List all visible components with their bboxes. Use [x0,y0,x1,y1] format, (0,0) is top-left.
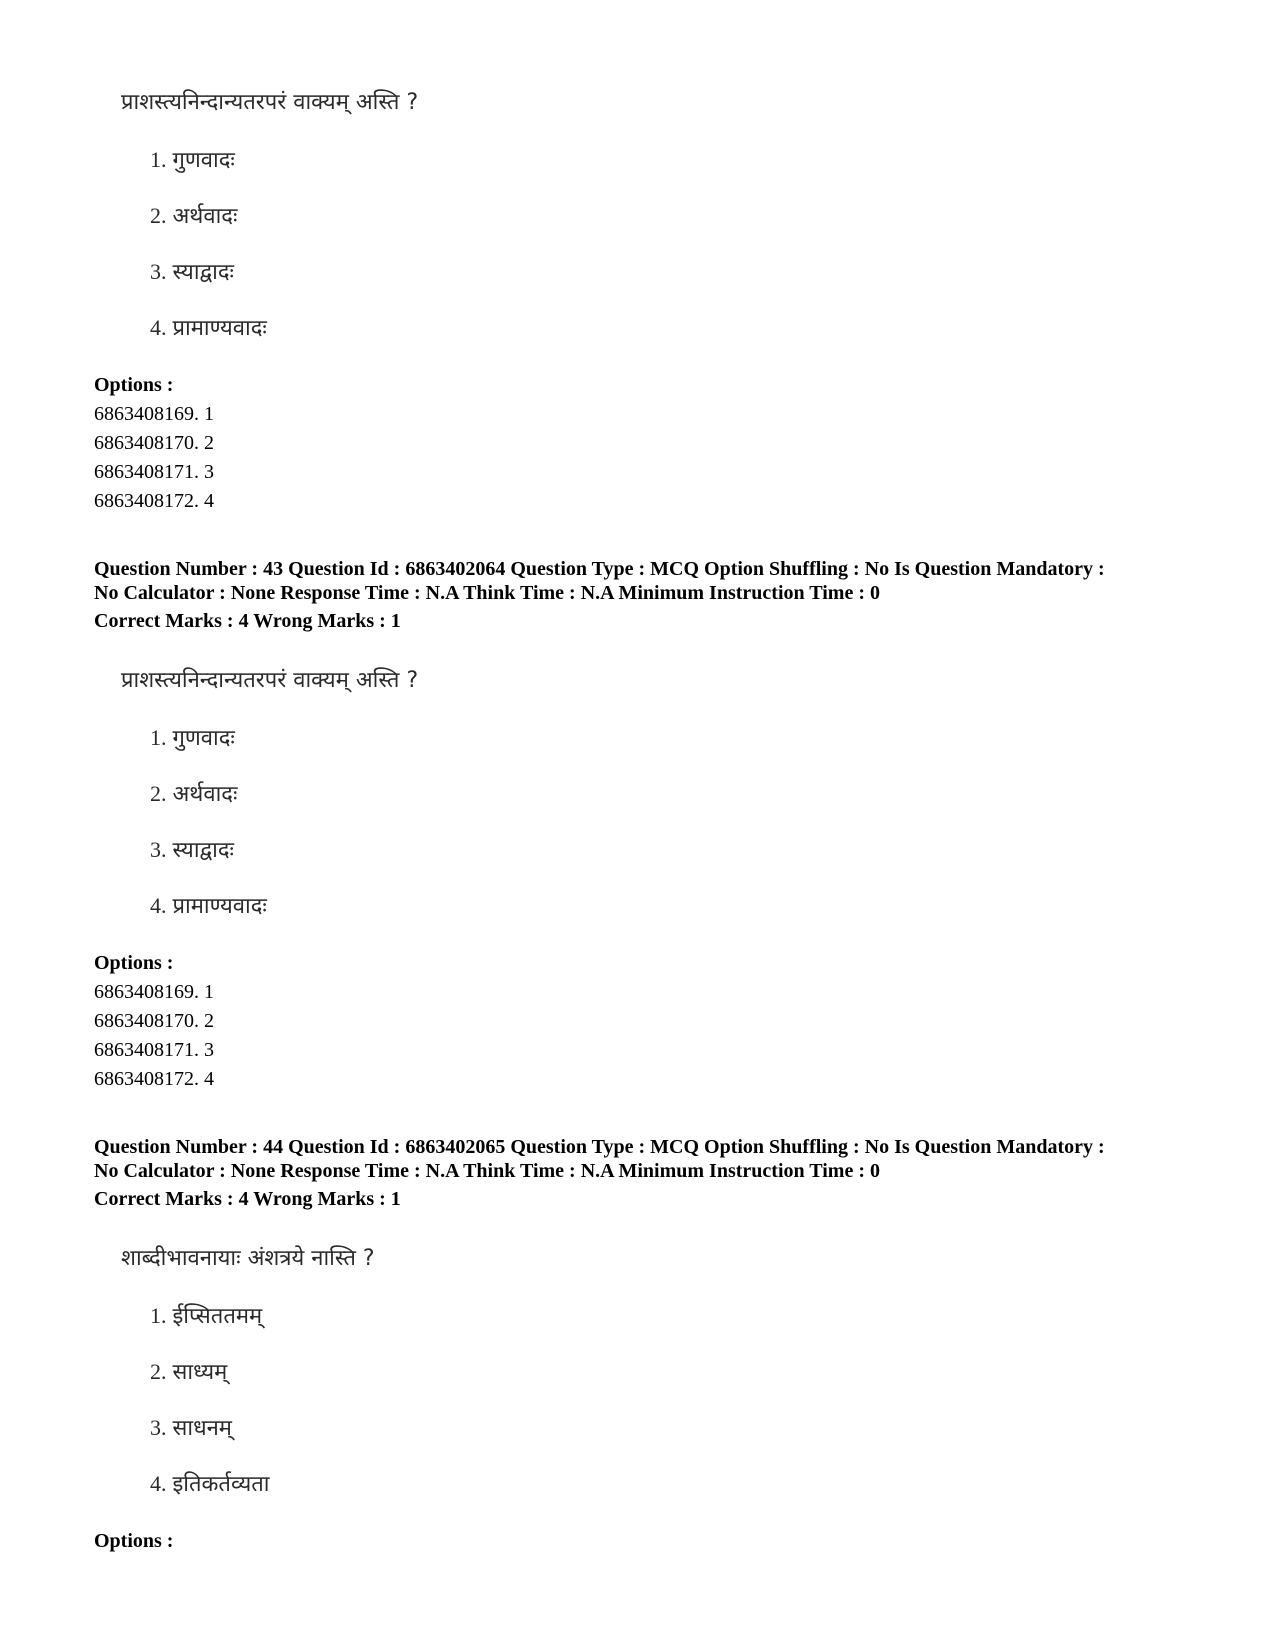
q42-choice-3: 3. स्याद्वादः [150,259,234,285]
q42-choice-4: 4. प्रामाण्यवादः [150,315,267,341]
q42-option-line: 6863408172. 4 [94,490,214,512]
q44-marks-line: Correct Marks : 4 Wrong Marks : 1 [94,1188,401,1210]
q43-choice-1: 1. गुणवादः [150,725,235,751]
q43-meta-line-1: Question Number : 43 Question Id : 6863402064 Question Type : MCQ Option Shuffling : No Is Question Mandatory : [94,558,1105,580]
q42-option-line: 6863408171. 3 [94,461,214,483]
q42-option-line: 6863408169. 1 [94,403,214,425]
q44-options-heading: Options : [94,1530,174,1552]
q44-meta-line-2: No Calculator : None Response Time : N.A Think Time : N.A Minimum Instruction Time : 0 [94,1160,880,1182]
q42-choice-2: 2. अर्थवादः [150,203,238,229]
question-44-stem: शाब्दीभावनायाः अंशत्रये नास्ति ? [121,1246,375,1271]
q44-meta-line-1: Question Number : 44 Question Id : 6863402065 Question Type : MCQ Option Shuffling : No Is Question Mandatory : [94,1136,1105,1158]
q43-choice-4: 4. प्रामाण्यवादः [150,893,267,919]
q43-option-line: 6863408172. 4 [94,1068,214,1090]
q43-option-line: 6863408171. 3 [94,1039,214,1061]
q43-option-line: 6863408170. 2 [94,1010,214,1032]
q43-choice-2: 2. अर्थवादः [150,781,238,807]
q44-choice-3: 3. साधनम् [150,1415,232,1441]
q42-choice-1: 1. गुणवादः [150,147,235,173]
q43-choice-3: 3. स्याद्वादः [150,837,234,863]
q44-choice-1: 1. ईप्सिततमम् [150,1303,263,1329]
q43-meta-line-2: No Calculator : None Response Time : N.A Think Time : N.A Minimum Instruction Time : 0 [94,582,880,604]
q42-options-heading: Options : [94,374,174,396]
q42-option-line: 6863408170. 2 [94,432,214,454]
question-43-stem: प्राशस्त्यनिन्दान्यतरपरं वाक्यम् अस्ति ? [121,668,419,693]
question-42-stem: प्राशस्त्यनिन्दान्यतरपरं वाक्यम् अस्ति ? [121,90,419,115]
q43-marks-line: Correct Marks : 4 Wrong Marks : 1 [94,610,401,632]
q43-options-heading: Options : [94,952,174,974]
q44-choice-2: 2. साध्यम् [150,1359,228,1385]
q43-option-line: 6863408169. 1 [94,981,214,1003]
q44-choice-4: 4. इतिकर्तव्यता [150,1471,270,1497]
